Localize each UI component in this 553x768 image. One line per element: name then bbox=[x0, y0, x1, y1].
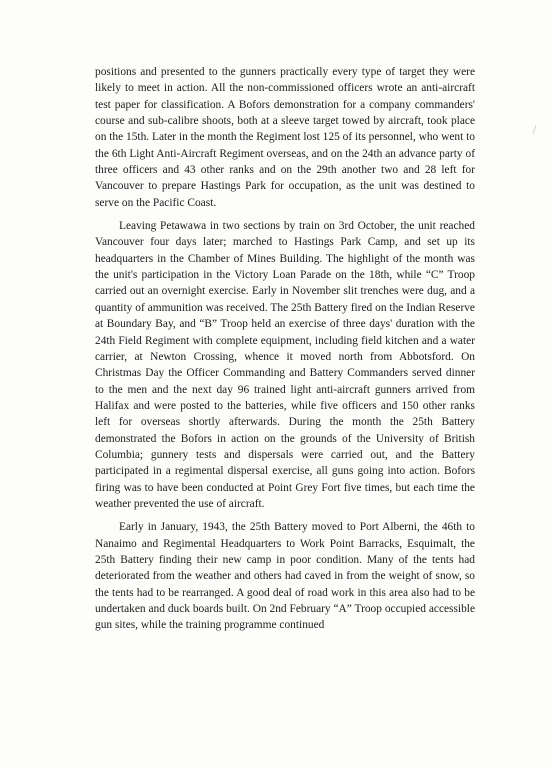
body-text bbox=[95, 64, 475, 634]
paragraph-continued: positions and presented to the gunners practically every type of target they were likely to meet in action. All the non-commissioned officers wrote an anti-aircraft test paper for classification. A Bofors demonstration for a company commanders' course and sub-calibre shoots, both at a sleeve target towed by aircraft, took place on the 15th. Later in the month the Regiment lost 125 of its personnel, who went to the 6th Light Anti-Aircraft Regiment overseas, and on the 24th an advance party of three officers and 43 other ranks and on the 29th another two and 28 left for Vancouver to prepare Hastings Park for occupation, as the unit was destined to serve on the Pacific Coast. bbox=[95, 66, 475, 209]
paragraph-january-1943: Early in January, 1943, the 25th Battery moved to Port Alberni, the 46th to Nanaimo and Regimental Headquarters to Work Point Barracks, Esquimalt, the 25th Battery finding their new camp in poor condition. Many of the tents had deteriorated from the weather and others had caved in from the weight of snow, so the tents had to be rearranged. A good deal of road work in this area also had to be undertaken and duck boards built. On 2nd February “A” Troop occupied accessible gun sites, while the training programme continued bbox=[95, 521, 475, 632]
paragraph-petawawa-departure: Leaving Petawawa in two sections by train on 3rd October, the unit reached Vancouver four days later; marched to Hastings Park Camp, and set up its headquarters in the Chamber of Mines Building. The highlight of the month was the unit's participation in the Victory Loan Parade on the 18th, while “C” Troop carried out an overnight exercise. Early in November slit trenches were dug, and a quantity of ammunition was received. The 25th Battery fired on the Indian Reserve at Boundary Bay, and “B” Troop held an exercise of three days' duration with the 24th Field Regiment with complete equipment, including field kitchen and a water carrier, at Newton Crossing, whence it moved north from Abbotsford. On Christmas Day the Officer Commanding and Battery Commanders served dinner to the men and the next day 96 trained light anti-aircraft gunners arrived from Halifax and were posted to the batteries, while five officers and 150 other ranks left for overseas shortly afterwards. During the month the 25th Battery demonstrated the Bofors in action on the grounds of the University of British Columbia; gunnery tests and dispersals were carried out, and the Battery participated in a regimental dispersal exercise, all guns going into action. Bofors firing was to have been conducted at Point Grey Fort five times, but each time the weather prevented the use of aircraft. bbox=[95, 220, 475, 510]
margin-mark bbox=[533, 125, 540, 136]
